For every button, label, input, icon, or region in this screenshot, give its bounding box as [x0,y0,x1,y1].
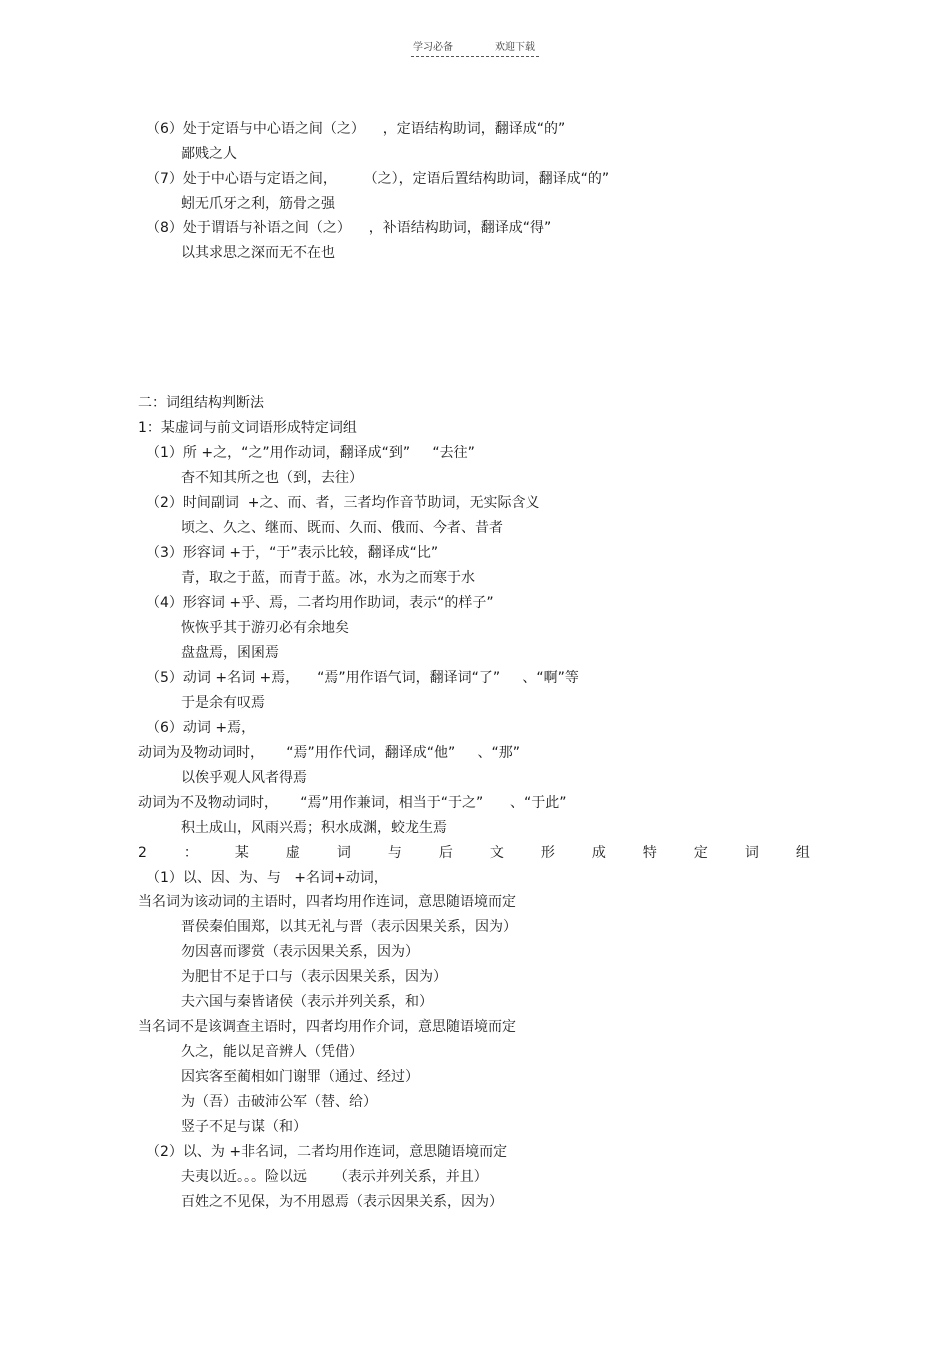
spread-char: 定 [693,845,708,861]
text-line: 以俟乎观人风者得焉 [181,770,307,786]
text-line: 动词为不及物动词时， “焉”用作兼词，相当于“于之” 、“于此” [138,795,567,811]
text-line: （8）处于谓语与补语之间（之） ，补语结构助词，翻译成“得” [146,220,552,236]
text-line: 青，取之于蓝，而青于蓝。冰，水为之而寒于水 [181,570,475,586]
text-line: （2）以、为 +非名词，二者均用作连词，意思随语境而定 [146,1144,508,1160]
spread-char: 特 [642,845,657,861]
header-right-text: 欢迎下载 [495,42,535,53]
text-line: 恢恢乎其于游刃必有余地矣 [181,620,349,636]
text-line: （6）动词 +焉， [146,720,256,736]
spread-char: 虚 [285,845,300,861]
text-line: （4）形容词 +乎、焉，二者均用作助词，表示“的样子” [146,595,494,611]
header-left-text: 学习必备 [413,42,453,53]
text-line: 因宾客至蔺相如门谢罪（通过、经过） [181,1069,419,1085]
spread-char: 词 [744,845,759,861]
section-heading: 二：词组结构判断法 [138,395,264,411]
text-line: 蚓无爪牙之利，筋骨之强 [181,196,335,212]
text-line: 久之，能以足音辨人（凭借） [181,1044,363,1060]
spread-char: 某 [234,845,249,861]
spread-char: 2 [138,845,147,861]
text-line: 动词为及物动词时， “焉”用作代词，翻译成“他” 、“那” [138,745,521,761]
text-line: （5）动词 +名词 +焉， “焉”用作语气词，翻译词“了” 、“啊”等 [146,670,579,686]
text-line: 夫六国与秦皆诸侯（表示并列关系，和） [181,994,433,1010]
text-line: 为肥甘不足于口与（表示因果关系，因为） [181,969,447,985]
text-line: 以其求思之深而无不在也 [181,245,335,261]
text-line: 鄙贱之人 [181,146,237,162]
spread-char: 成 [591,845,606,861]
text-line: （1）所 +之，“之”用作动词，翻译成“到” “去往” [146,445,475,461]
text-line: 顷之、久之、继而、既而、久而、俄而、今者、昔者 [181,520,503,536]
text-line: 当名词为该动词的主语时，四者均用作连词，意思随语境而定 [138,894,516,910]
text-line: 盘盘焉，囷囷焉 [181,645,279,661]
text-line: 于是余有叹焉 [181,695,265,711]
text-line: 杳不知其所之也（到，去往） [181,470,363,486]
text-line: 为（吾）击破沛公军（替、给） [181,1094,377,1110]
text-line: 晋侯秦伯围郑，以其无礼与晋（表示因果关系，因为） [181,919,517,935]
spread-char: 形 [540,845,555,861]
text-line: 百姓之不见保，为不用恩焉（表示因果关系，因为） [181,1194,503,1210]
spread-char: 词 [336,845,351,861]
text-line: 当名词不是该调查主语时，四者均用作介词，意思随语境而定 [138,1019,516,1035]
text-line: （6）处于定语与中心语之间（之） ，定语结构助词，翻译成“的” [146,121,566,137]
text-line: （7）处于中心语与定语之间， （之），定语后置结构助词，翻译成“的” [146,171,610,187]
spread-char: ： [183,845,198,861]
page-header [411,38,539,57]
subsection-heading-spread [138,845,810,861]
subsection-heading: 1：某虚词与前文词语形成特定词组 [138,420,357,436]
spread-char: 组 [795,845,810,861]
spread-char: 文 [489,845,504,861]
text-line: 竖子不足与谋（和） [181,1119,307,1135]
text-line: （3）形容词 +于，“于”表示比较，翻译成“比” [146,545,439,561]
spread-char: 后 [438,845,453,861]
text-line: 积土成山，风雨兴焉；积水成渊，蛟龙生焉 [181,820,447,836]
text-line: 夫夷以近。。。险以远 （表示并列关系，并且） [181,1169,488,1185]
text-line: （2）时间副词 +之、而、者，三者均作音节助词，无实际含义 [146,495,540,511]
text-line: 勿因喜而谬赏（表示因果关系，因为） [181,944,419,960]
text-line: （1）以、因、为、与 +名词+动词， [146,870,388,886]
spread-char: 与 [387,845,402,861]
